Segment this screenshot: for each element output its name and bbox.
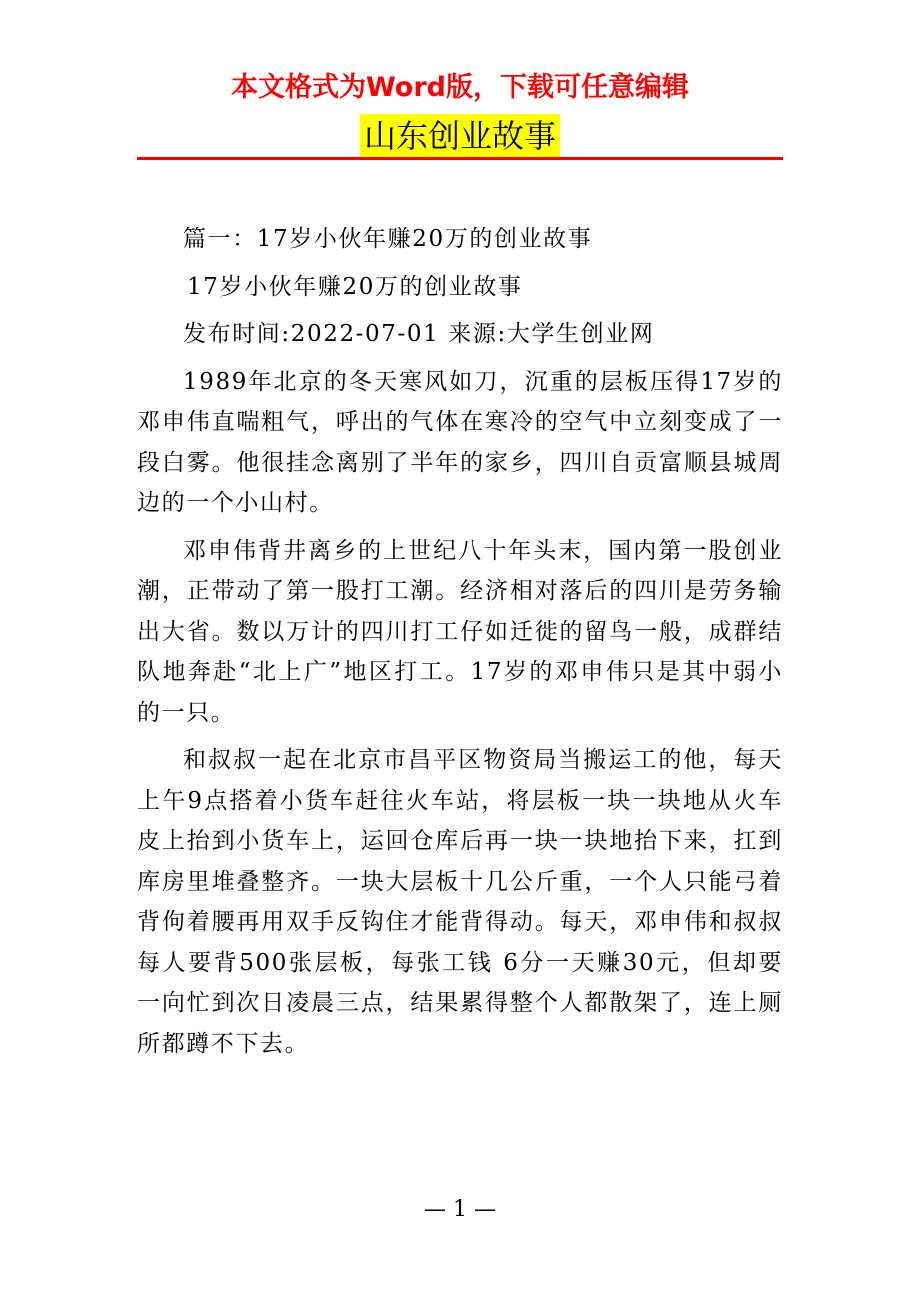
- article-paragraph-2: 邓申伟背井离乡的上世纪八十年头末，国内第一股创业潮，正带动了第一股打工潮。经济相对落后的四川是劳务输出大省。数以万计的四川打工仔如迁徙的留鸟一般，成群结队地奔赴“北上广”地区打工。17岁的邓申伟只是其中弱小的一只。: [137, 537, 783, 726]
- article-meta: 发布时间:2022-07-01 来源:大学生创业网: [183, 321, 655, 347]
- article-paragraph-3: 和叔叔一起在北京市昌平区物资局当搬运工的他，每天上午9点搭着小货车赶往火车站，将层板一块一块地从火车皮上抬到小货车上，运回仓库后再一块一块地抬下来，扛到库房里堆叠整齐。一块大层板十几公斤重，一个人只能弓着背佝着腰再用双手反钩住才能背得动。每天，邓申伟和叔叔每人要背500张层板，每张工钱 6分一天赚30元，但却要一向忙到次日凌晨三点，结果累得整个人都散架了，连上厕所都蹲不下去。: [137, 747, 783, 1057]
- page-number: — 1 —: [424, 1197, 496, 1222]
- article-subheading: 17岁小伙年赚20万的创业故事: [187, 273, 523, 300]
- article-paragraph-1: 1989年北京的冬天寒风如刀，沉重的层板压得17岁的邓申伟直喘粗气，呼出的气体在寒冷的空气中立刻变成了一段白雾。他很挂念离别了半年的家乡，四川自贡富顺县城周边的一个小山村。: [137, 368, 783, 516]
- format-notice: 本文格式为Word版，下载可任意编辑: [230, 72, 689, 103]
- header-divider: [137, 157, 783, 160]
- article-body: [137, 219, 783, 1071]
- title-container: [0, 114, 920, 158]
- document-title: 山东创业故事: [360, 114, 560, 158]
- article-heading: 篇一：17岁小伙年赚20万的创业故事: [183, 226, 593, 252]
